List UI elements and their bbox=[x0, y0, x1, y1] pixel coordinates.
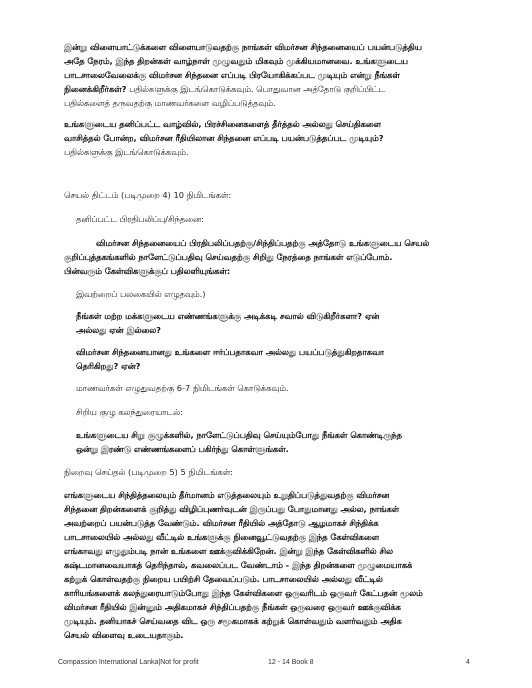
closing-line-7: கற்றுக் கொள்வதற்கு நிறைய பயிற்சி தேவைப்படும். பாடசாலையில் அல்லது வீட்டில் bbox=[64, 574, 383, 584]
personal-line-2: வாசித்தல் போன்ற, விமர்சன ரீதியிலான சிந்தனை எப்படி பயன்படுத்தப்பட முடியும்? bbox=[64, 133, 384, 143]
group-heading: சிறிய குழு கலந்துரையாடல்: bbox=[76, 407, 183, 417]
question-2-line-1: விமர்சன சிந்தனையானது உங்களை ஈர்ப்பதாகவா அல்லது பயப்படுத்துகிறதாகவா bbox=[76, 347, 385, 357]
intro-line-2: அதே நேரம், இந்த திறன்கள் வாழ்நாள் முழுவதும் மிகவும் முக்கியமானவை. உங்களுடைய bbox=[64, 56, 408, 66]
intro-instruction-line: பதில்களைத் தருவதற்கு மாணவர்களை வழிப்படுத்தவும். bbox=[64, 98, 276, 108]
board-note: இவற்றைப் பலகையில் எழுதவும்.) bbox=[76, 289, 206, 299]
activity-line-3: பின்வரும் கேள்விகளுக்குப் பதிலளியுங்கள்: bbox=[64, 266, 231, 276]
closing-line-11: செயல் விளைவு உடையதாகும். bbox=[64, 630, 184, 640]
group-line-1: உங்களுடைய சிறு குழுக்களில், நாளேட்டுப்பதிவு செய்யும்போது நீங்கள் கொண்டிருந்த bbox=[76, 430, 402, 440]
personal-instruction: பதில்களுக்கு இடங்கொடுக்கவும். bbox=[64, 147, 189, 157]
footer-book: 12 - 14 Book 8 bbox=[268, 659, 314, 666]
closing-line-8: காரியங்களைக் கலந்துரையாடும்போது இந்த கேள்விகளை ஒருவரிடம் ஒருவர் கேட்பதன் மூலம் bbox=[64, 588, 423, 598]
footer-organization: Compassion International Lanka|Not for profit bbox=[58, 659, 199, 666]
closing-line-6: கஷ்டமானவையாகத் தெரிந்தால், கவலைப்பட வேண்டாம் - இந்த திறன்களை முழுமையாகக் bbox=[64, 560, 413, 570]
footer-page-number: 4 bbox=[466, 659, 470, 666]
closing-line-9: விமர்சன ரீதியில் இன்னும் அதிகமாகச் சிந்திப்பதற்கு நீங்கள் ஒருவரை ஒருவர் ஊக்குவிக்க bbox=[64, 602, 401, 612]
group-line-2: ஒன்று இரண்டு எண்ணங்களைப் பகிர்ந்து கொள்ளுங்கள். bbox=[76, 444, 289, 454]
intro-line-4 bbox=[64, 82, 385, 96]
writing-time-note: மாணவர்கள் எழுதுவதற்கு 6-7 நிமிடங்கள் கொடுக்கவும். bbox=[76, 383, 289, 393]
closing-line-1: எங்களுடைய சிந்தித்தலையும் தீர்மானம் எடுத்தலையும் உறுதிப்படுத்துவதற்கு விமர்சன bbox=[64, 490, 390, 500]
closing-line-5: எங்காவது எழுதும்படி நான் உங்களை ஊக்குவிக்கிறேன். இன்று இந்த கேள்விகளில் சில bbox=[64, 546, 393, 556]
personal-line-1: உங்களுடைய தனிப்பட்ட வாழ்வில், பிரச்சினைகளைத் தீர்த்தல் அல்லது செய்திகளை bbox=[64, 119, 382, 129]
question-1-line-1: நீங்கள் மற்ற மக்களுடைய எண்ணங்களுக்கு அடிக்கடி சவால் விடுகிறீர்களா? ஏன் bbox=[76, 311, 380, 321]
question-1-line-2: அல்லது ஏன் இல்லை? bbox=[76, 325, 161, 335]
intro-instruction: பதில்களுக்கு இடங்கொடுக்கவும். பொதுவான அத்தோடு குறிப்பிட்ட bbox=[126, 84, 385, 94]
intro-line-1: இன்று விளையாட்டுக்களை விளையாடுவதற்கு நாங்கள் விமர்சன சிந்தனையைப் பயன்படுத்திய bbox=[64, 42, 422, 52]
closing-line-2: சிந்தனை திறன்களைக் குறித்து விழிப்புணர்வுடன் இருப்பது போதுமானது அல்ல, நாங்கள் bbox=[64, 504, 400, 514]
activity-subheading: தனிப்பட்ட பிரதிபலிப்பு/சிந்தனை: bbox=[76, 214, 204, 224]
activity-line-1: விமர்சன சிந்தனையைப் பிரதிபலிப்பதற்கு/சிந்திப்பதற்கு அத்தோடு உங்களுடைய செயல் bbox=[96, 238, 430, 248]
question-2-line-2: தெரிகிறது? ஏன்? bbox=[76, 361, 141, 371]
intro-question-tail: நினைக்கிறீர்கள்? bbox=[64, 84, 127, 94]
activity-heading: செயல் திட்டம் (படிமுறை 4) 10 நிமிடங்கள்: bbox=[64, 190, 232, 200]
closing-heading: நிறைவு செய்தல் (படிமுறை 5) 5 நிமிடங்கள்: bbox=[64, 467, 233, 477]
activity-line-2: குறிப்புத்தகங்களில் நாளேட்டுப்பதிவு செய்வதற்கு சிறிது நேரத்தை நாங்கள் எடுப்போம். bbox=[64, 252, 393, 262]
closing-line-3: அவற்றைப் பயன்படுத்த வேண்டும். விமர்சன ரீதியில் அத்தோடு ஆழமாகச் சிந்திக்க bbox=[64, 518, 379, 528]
closing-line-10: முடியும். தனியாகச் செய்வதை விட ஒரு சமூகமாகக் கற்றுக் கொள்வதும் வளர்வதும் அதிக bbox=[64, 616, 402, 626]
intro-line-3: பாடசாலைவேலைக்கு விமர்சன சிந்தனை எப்படி பிரயோகிக்கப்பட முடியும் என்று நீங்கள் bbox=[64, 70, 400, 80]
closing-line-4: பாடசாலையில் அல்லது வீட்டில் உங்களுக்கு நினைவூட்டுவதற்கு இந்த கேள்விகளை bbox=[64, 532, 380, 542]
